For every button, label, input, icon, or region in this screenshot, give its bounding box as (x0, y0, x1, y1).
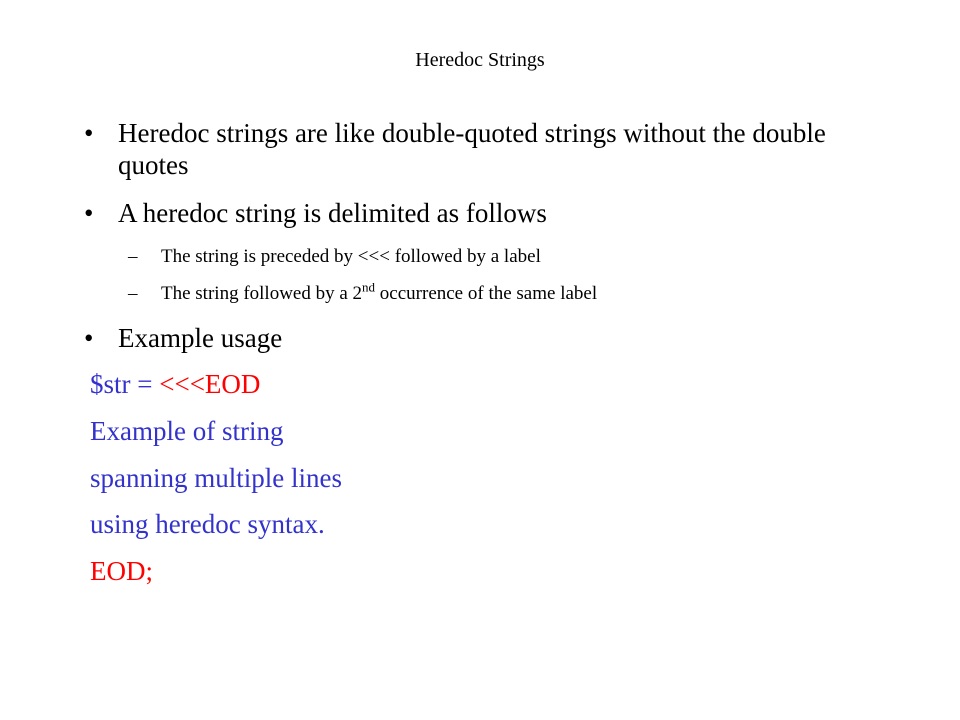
code-line-string-3: using heredoc syntax. (90, 509, 325, 539)
bullet-mark: • (84, 323, 94, 353)
bullet-mark: • (84, 198, 94, 228)
bullet-delimiter (84, 197, 864, 229)
subbullet-text-after: occurrence of the same label (375, 283, 598, 304)
code-line-heredoc-close: EOD; (90, 556, 153, 586)
code-line-string-1: Example of string (90, 416, 284, 446)
bullet-heredoc-definition (84, 117, 864, 181)
ordinal-superscript: nd (362, 279, 376, 295)
bullet-text: Heredoc strings are like double-quoted strings without the double quotes (118, 118, 826, 180)
subbullet-text (161, 281, 888, 307)
slide-title: Heredoc Strings (415, 49, 545, 71)
code-heredoc-open: <<<EOD (159, 369, 261, 399)
subbullet-preceded (128, 244, 888, 270)
bullet-text: Example usage (118, 323, 283, 353)
subbullet-mark: – (128, 283, 138, 304)
bullet-example-usage (84, 322, 864, 354)
code-line-string-2: spanning multiple lines (90, 463, 342, 493)
subbullet-text: The string is preceded by <<< followed by a label (161, 246, 541, 267)
subbullet-text-before: The string followed by a 2 (161, 283, 363, 304)
code-line-assignment (90, 368, 260, 400)
code-variable: $str = (90, 369, 160, 399)
bullet-text: A heredoc string is delimited as follows (118, 198, 547, 228)
bullet-mark: • (84, 118, 94, 148)
subbullet-followed (128, 281, 888, 307)
subbullet-mark: – (128, 246, 138, 267)
